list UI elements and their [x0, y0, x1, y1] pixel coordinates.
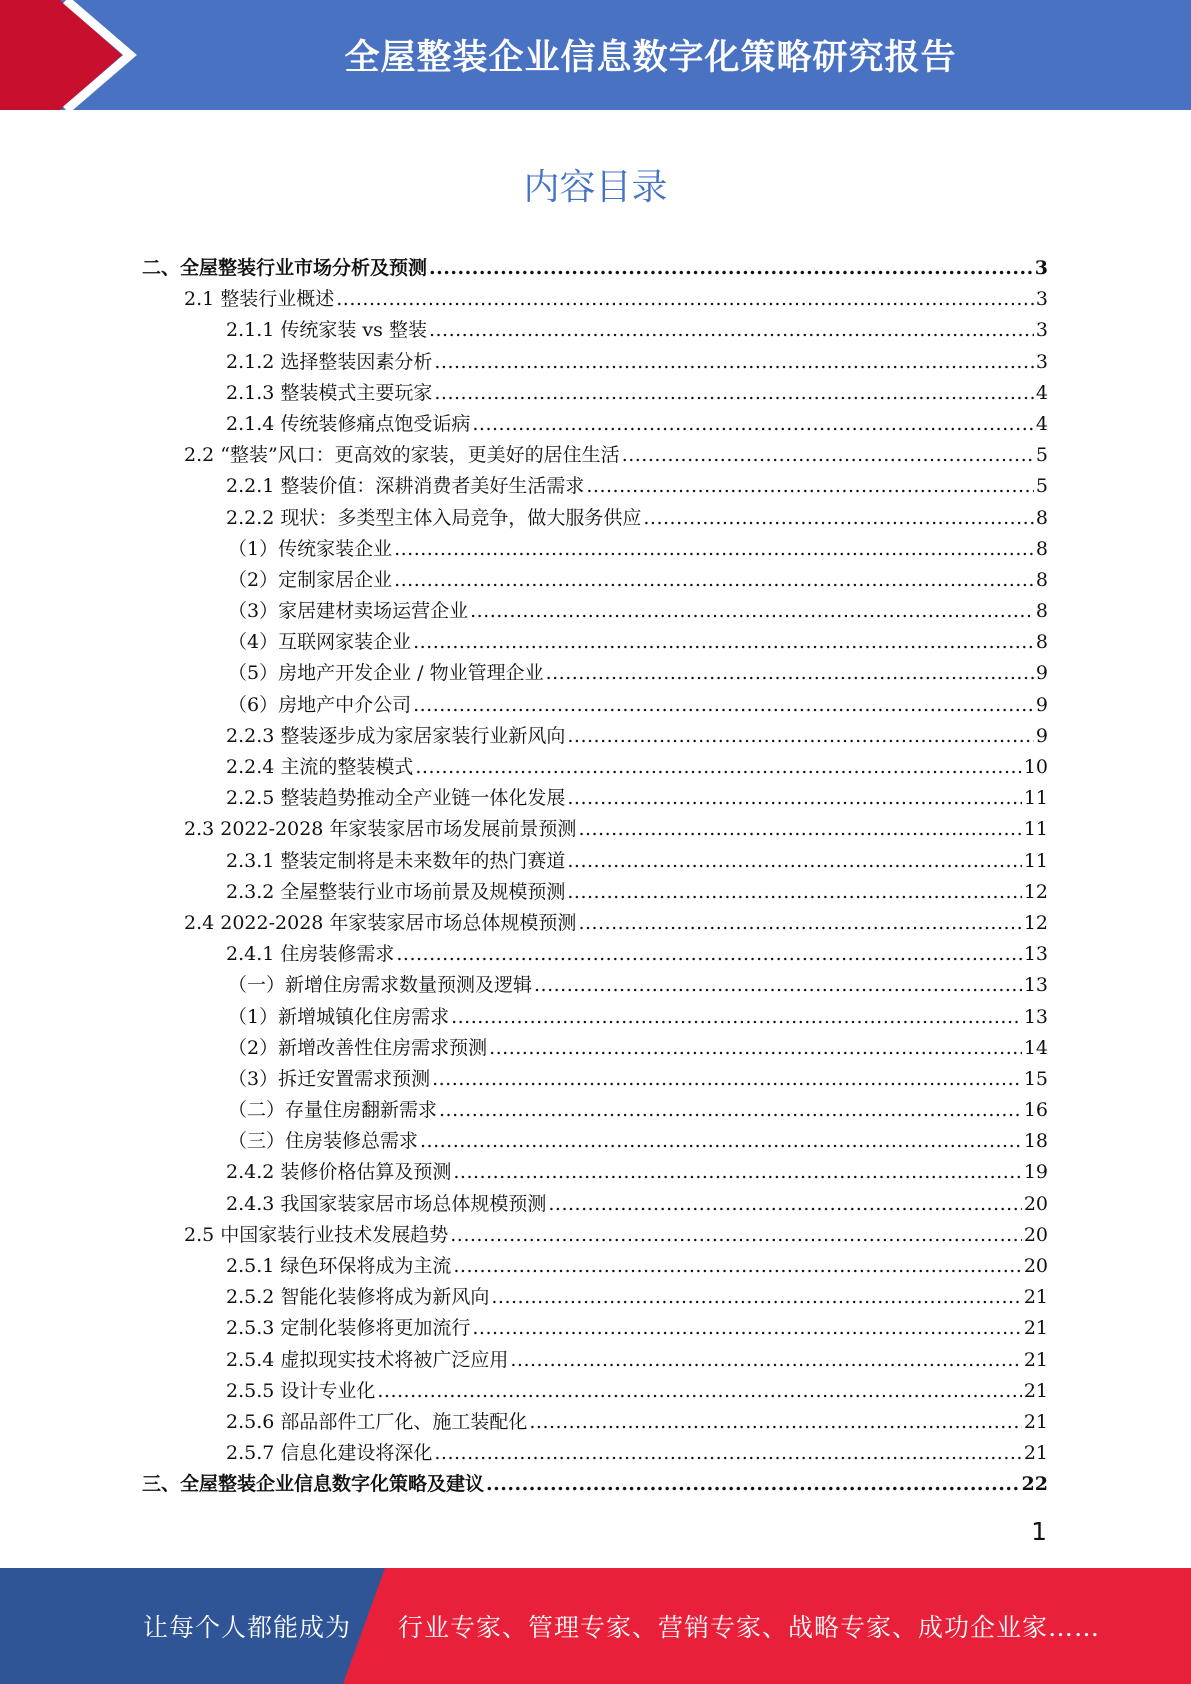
toc-entry-title: 2.3.2 全屋整装行业市场前景及规模预测: [226, 880, 566, 903]
toc-leader-dots: [453, 1251, 1021, 1282]
toc-entry[interactable]: [142, 409, 1048, 440]
toc-entry-page: 3: [1035, 350, 1048, 373]
toc-entry[interactable]: [142, 1313, 1048, 1344]
toc-entry-page: 16: [1023, 1099, 1048, 1122]
toc-leader-dots: [529, 1407, 1021, 1438]
toc-entry-page: 9: [1035, 693, 1048, 716]
toc-entry-page: 11: [1023, 849, 1048, 872]
toc-entry-title: 2.5.3 定制化装修将更加流行: [226, 1317, 471, 1340]
toc-entry-title: 2.1.3 整装模式主要玩家: [226, 381, 433, 404]
toc-leader-dots: [567, 783, 1021, 814]
toc-entry-title: （1）传统家装企业: [228, 537, 393, 560]
chevron-red-shape: [0, 0, 122, 110]
toc-entry-title: 2.3.1 整装定制将是未来数年的热门赛道: [226, 849, 566, 872]
toc-entry-page: 18: [1023, 1130, 1048, 1153]
toc-leader-dots: [510, 1345, 1021, 1376]
toc-leader-dots: [578, 908, 1021, 939]
toc-entry-page: 21: [1023, 1379, 1048, 1402]
toc-leader-dots: [622, 440, 1034, 471]
toc-entry-page: 21: [1023, 1286, 1048, 1309]
toc-entry-title: 2.5.7 信息化建设将深化: [226, 1442, 433, 1465]
table-of-contents: [142, 253, 1048, 1501]
toc-entry-title: （1）新增城镇化住房需求: [228, 1005, 450, 1028]
toc-leader-dots: [420, 1126, 1022, 1157]
toc-leader-dots: [413, 690, 1034, 721]
toc-entry-page: 8: [1035, 537, 1048, 560]
report-header: [0, 0, 1191, 110]
toc-entry[interactable]: [142, 658, 1048, 689]
toc-entry-page: 13: [1023, 1005, 1048, 1028]
toc-entry-title: （二）存量住房翻新需求: [228, 1099, 438, 1122]
toc-entry[interactable]: [142, 627, 1048, 658]
toc-entry[interactable]: [142, 1033, 1048, 1064]
toc-leader-dots: [578, 814, 1021, 845]
toc-leader-dots: [567, 721, 1034, 752]
footer-slogan-right: 行业专家、管理专家、营销专家、战略专家、成功企业家……: [398, 1613, 1101, 1642]
toc-entry-title: （5）房地产开发企业 / 物业管理企业: [228, 662, 544, 685]
toc-entry[interactable]: [142, 1002, 1048, 1033]
toc-entry-title: 2.2.3 整装逐步成为家居家装行业新风向: [226, 724, 566, 747]
toc-entry-page: 21: [1023, 1317, 1048, 1340]
toc-entry-title: 2.4 2022-2028 年家装家居市场总体规模预测: [184, 911, 577, 934]
toc-entry[interactable]: [142, 846, 1048, 877]
toc-entry[interactable]: [142, 1064, 1048, 1095]
toc-leader-dots: [434, 1438, 1021, 1469]
footer-banner: [0, 1568, 1191, 1684]
toc-entry[interactable]: [142, 690, 1048, 721]
toc-entry-page: 8: [1035, 600, 1048, 623]
toc-leader-dots: [491, 1282, 1021, 1313]
toc-entry-page: 9: [1035, 662, 1048, 685]
toc-entry-title: 2.2.5 整装趋势推动全产业链一体化发展: [226, 787, 566, 810]
toc-entry-title: 2.5 中国家装行业技术发展趋势: [184, 1223, 449, 1246]
toc-title: 内容目录: [523, 167, 668, 208]
toc-entry-title: 2.1.2 选择整装因素分析: [226, 350, 433, 373]
toc-leader-dots: [472, 409, 1034, 440]
toc-entry[interactable]: [142, 814, 1048, 845]
toc-entry-page: 14: [1023, 1036, 1048, 1059]
toc-entry[interactable]: [142, 752, 1048, 783]
toc-entry[interactable]: [142, 440, 1048, 471]
toc-entry-page: 15: [1023, 1067, 1048, 1090]
toc-entry[interactable]: [142, 471, 1048, 502]
footer-slogan-left: 让每个人都能成为: [143, 1613, 352, 1642]
toc-entry[interactable]: [142, 1376, 1048, 1407]
toc-entry[interactable]: [142, 1157, 1048, 1188]
toc-entry-page: 10: [1023, 756, 1048, 778]
toc-entry[interactable]: [142, 970, 1048, 1001]
toc-entry-title: （2）新增改善性住房需求预测: [228, 1036, 488, 1059]
toc-entry-page: 11: [1023, 787, 1048, 810]
toc-entry-title: 2.5.6 部品部件工厂化、施工装配化: [226, 1410, 528, 1433]
toc-entry-title: 2.2 “整装”风口：更高效的家装，更美好的居住生活: [184, 444, 620, 467]
toc-entry-page: 3: [1035, 288, 1048, 311]
toc-entry[interactable]: [142, 1095, 1048, 1126]
toc-entry-page: 20: [1023, 1255, 1048, 1277]
toc-entry-title: （4）互联网家装企业: [228, 631, 412, 654]
toc-entry-page: 21: [1023, 1348, 1048, 1371]
toc-entry[interactable]: [142, 565, 1048, 596]
report-title: 全屋整装企业信息数字化策略研究报告: [344, 38, 957, 78]
toc-entry-title: （6）房地产中介公司: [228, 693, 412, 716]
toc-entry-title: 2.4.1 住房装修需求: [226, 943, 395, 966]
toc-entry-page: 5: [1035, 475, 1048, 498]
toc-entry-title: 2.1 整装行业概述: [184, 288, 335, 311]
toc-leader-dots: [450, 1220, 1022, 1251]
toc-entry-title: 2.2.4 主流的整装模式: [226, 756, 414, 778]
toc-entry[interactable]: [142, 347, 1048, 378]
toc-entry-page: 12: [1023, 880, 1048, 903]
toc-entry[interactable]: [142, 534, 1048, 565]
toc-leader-dots: [489, 1033, 1022, 1064]
toc-entry[interactable]: [142, 1282, 1048, 1313]
toc-entry-page: 3: [1034, 257, 1048, 279]
toc-entry-page: 9: [1035, 724, 1048, 747]
toc-leader-dots: [472, 1313, 1021, 1344]
toc-entry-title: 2.1.4 传统装修痛点饱受诟病: [226, 412, 471, 435]
toc-entry[interactable]: [142, 1438, 1048, 1469]
toc-leader-dots: [567, 846, 1021, 877]
toc-entry[interactable]: [142, 1126, 1048, 1157]
toc-entry-title: 2.5.4 虚拟现实技术将被广泛应用: [226, 1348, 509, 1371]
toc-leader-dots: [548, 1189, 1021, 1220]
toc-entry-page: 20: [1023, 1192, 1048, 1215]
toc-entry-page: 21: [1023, 1442, 1048, 1465]
toc-entry-page: 21: [1023, 1410, 1048, 1433]
toc-leader-dots: [429, 315, 1034, 346]
toc-entry-title: 三、全屋整装企业信息数字化策略及建议: [142, 1473, 485, 1496]
toc-leader-dots: [432, 1064, 1022, 1095]
toc-entry[interactable]: [142, 721, 1048, 752]
toc-entry-title: （三）住房装修总需求: [228, 1130, 419, 1153]
toc-leader-dots: [396, 939, 1021, 970]
toc-entry-page: 8: [1035, 568, 1048, 591]
toc-entry[interactable]: [142, 1407, 1048, 1438]
toc-entry-title: 2.2.2 现状：多类型主体入局竞争，做大服务供应: [226, 506, 642, 529]
toc-leader-dots: [643, 503, 1034, 534]
toc-entry[interactable]: [142, 1469, 1048, 1500]
toc-entry-page: 3: [1035, 319, 1048, 342]
toc-entry-page: 12: [1023, 911, 1048, 934]
header-chevron-logo: [0, 0, 160, 110]
toc-entry-title: 2.5.2 智能化装修将成为新风向: [226, 1286, 490, 1309]
toc-entry-page: 5: [1035, 444, 1048, 467]
toc-entry-page: 4: [1035, 381, 1048, 404]
toc-leader-dots: [567, 877, 1021, 908]
toc-entry-title: （2）定制家居企业: [228, 568, 393, 591]
toc-entry[interactable]: [142, 1251, 1048, 1282]
toc-leader-dots: [336, 284, 1034, 315]
toc-leader-dots: [586, 471, 1034, 502]
toc-leader-dots: [394, 534, 1034, 565]
toc-entry-title: 2.2.1 整装价值：深耕消费者美好生活需求: [226, 475, 585, 498]
toc-leader-dots: [377, 1376, 1021, 1407]
toc-leader-dots: [434, 347, 1034, 378]
toc-entry[interactable]: [142, 1345, 1048, 1376]
toc-entry[interactable]: [142, 315, 1048, 346]
toc-entry-page: 13: [1023, 974, 1048, 997]
toc-leader-dots: [415, 752, 1021, 783]
toc-entry[interactable]: [142, 253, 1048, 284]
toc-entry[interactable]: [142, 939, 1048, 970]
toc-leader-dots: [434, 378, 1034, 409]
toc-entry-title: （3）家居建材卖场运营企业: [228, 600, 469, 623]
toc-entry-page: 19: [1023, 1161, 1048, 1184]
toc-entry-title: （一）新增住房需求数量预测及逻辑: [228, 974, 533, 997]
toc-leader-dots: [439, 1095, 1022, 1126]
toc-entry-page: 20: [1023, 1223, 1048, 1246]
toc-leader-dots: [394, 565, 1034, 596]
toc-entry[interactable]: [142, 503, 1048, 534]
toc-leader-dots: [413, 627, 1034, 658]
toc-entry-title: 2.4.3 我国家装家居市场总体规模预测: [226, 1192, 547, 1215]
toc-entry-title: 2.1.1 传统家装 vs 整装: [226, 319, 427, 342]
toc-entry[interactable]: [142, 877, 1048, 908]
toc-entry[interactable]: [142, 284, 1048, 315]
toc-entry[interactable]: [142, 783, 1048, 814]
toc-entry-title: 2.5.5 设计专业化: [226, 1379, 376, 1402]
toc-entry-page: 13: [1023, 943, 1048, 966]
toc-entry[interactable]: [142, 1189, 1048, 1220]
toc-entry[interactable]: [142, 1220, 1048, 1251]
toc-leader-dots: [429, 253, 1033, 284]
toc-entry-page: 4: [1035, 412, 1048, 435]
toc-entry-title: 2.4.2 装修价格估算及预测: [226, 1161, 452, 1184]
page-number: 1: [1031, 1517, 1047, 1546]
toc-entry-page: 22: [1021, 1473, 1048, 1496]
toc-entry[interactable]: [142, 378, 1048, 409]
toc-entry-title: 2.5.1 绿色环保将成为主流: [226, 1255, 452, 1277]
toc-entry-title: 二、全屋整装行业市场分析及预测: [142, 257, 428, 279]
toc-entry-page: 11: [1023, 818, 1048, 841]
toc-leader-dots: [451, 1002, 1022, 1033]
toc-entry[interactable]: [142, 596, 1048, 627]
toc-leader-dots: [546, 658, 1034, 689]
toc-entry[interactable]: [142, 908, 1048, 939]
toc-entry-page: 8: [1035, 506, 1048, 529]
toc-entry-title: 2.3 2022-2028 年家装家居市场发展前景预测: [184, 818, 577, 841]
toc-leader-dots: [470, 596, 1034, 627]
toc-entry-title: （3）拆迁安置需求预测: [228, 1067, 431, 1090]
toc-leader-dots: [453, 1157, 1021, 1188]
toc-leader-dots: [534, 970, 1022, 1001]
toc-leader-dots: [486, 1469, 1020, 1500]
toc-entry-page: 8: [1035, 631, 1048, 654]
